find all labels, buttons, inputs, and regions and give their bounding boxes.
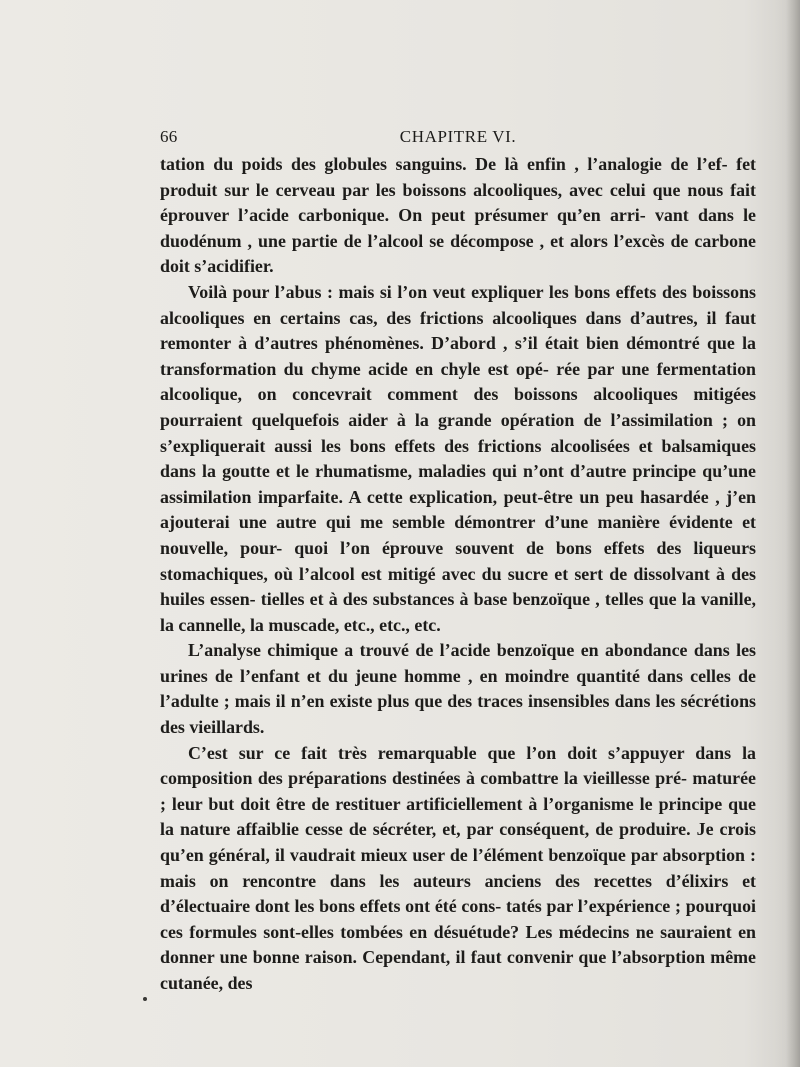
paragraph-4: C’est sur ce fait très remarquable que l’on doit s’appuyer dans la composition des préparations destinées à combattre la vieillesse pré- maturée ; leur but doit être de restituer artificiellement à l’organisme le principe que la nature affaiblie cesse de sécréter, et, par conséquent, de produire. Je crois qu’en général, il vaudrait mieux user de l’élément benzoïque par absorption : mais on rencontre dans les auteurs anciens des recettes d’élixirs et d’électuaire dont les bons effets ont été cons- tatés par l’expérience ; pourquoi ces formules sont-elles tombées en désuétude? Les médecins ne sauraient en donner une bonne raison. Cependant, il faut convenir que l’absorption même cutanée, des bbox=[160, 742, 756, 993]
paragraph-2: Voilà pour l’abus : mais si l’on veut expliquer les bons effets des boissons alcooliques en certains cas, des frictions alcooliques dans d’autres, il faut remonter à d’autres phénomènes. D’abord , s’il était bien démontré que la transformation du chyme acide en chyle est opé- rée par une fermentation alcoolique, on concevrait comment des boissons alcooliques mitigées pourraient quelquefois aider à la grande opération de l’assimilation ; on s’expliquerait aussi les bons effets des frictions alcoolisées et balsamiques dans la goutte et le rhumatisme, maladies qui n’ont d’autre principe qu’une assimilation imparfaite. A cette explication, peut-être un peu hasardée , j’en ajouterai une autre qui me semble démontrer d’une manière évidente et nouvelle, pour- quoi l’on éprouve souvent de bons effets des liqueurs stomachiques, où l’alcool est mitigé avec du sucre et sert de dissolvant à des huiles essen- tielles et à des substances à base benzoïque , telles que la vanille, la cannelle, la muscade, etc., etc., etc. bbox=[160, 281, 756, 635]
page-number: 66 bbox=[160, 127, 178, 146]
page-header bbox=[160, 127, 756, 147]
body-text bbox=[160, 152, 756, 997]
ink-speck bbox=[143, 997, 147, 1001]
page-edge-shadow bbox=[786, 0, 800, 1067]
paragraph-1: tation du poids des globules sanguins. De là enfin , l’analogie de l’ef- fet produit sur le cerveau par les boissons alcooliques, avec celui que nous fait éprouver l’acide carbonique. On peut présumer qu’en arri- vant dans le duodénum , une partie de l’alcool se décompose , et alors l’excès de carbone doit s’acidifier. bbox=[160, 154, 756, 277]
paragraph-3: L’analyse chimique a trouvé de l’acide benzoïque en abondance dans les urines de l’enfant et du jeune homme , en moindre quantité dans celles de l’adulte ; mais il n’en existe plus que des traces insensibles dans les sécrétions des vieillards. bbox=[160, 640, 756, 738]
running-title: CHAPITRE VI. bbox=[399, 127, 517, 146]
